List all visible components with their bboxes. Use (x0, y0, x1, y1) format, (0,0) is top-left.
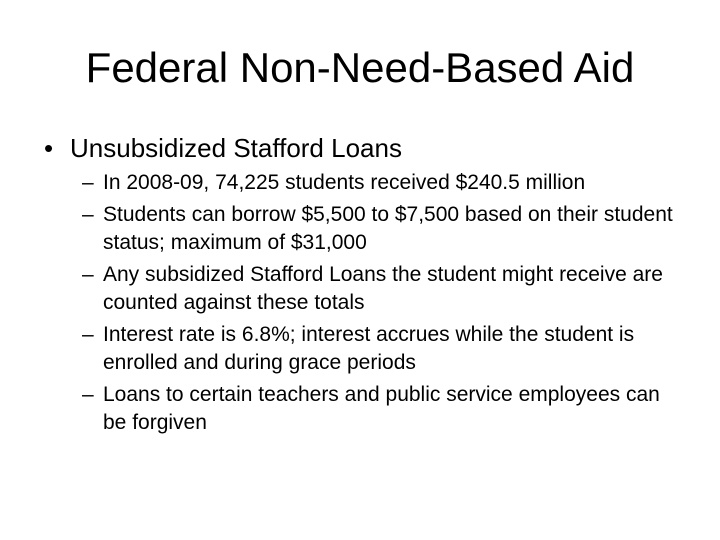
sub-point-list (82, 169, 682, 437)
sub-point (82, 381, 682, 437)
dash-icon: – (82, 263, 94, 286)
main-bullet-point (44, 131, 684, 165)
dash-icon: – (82, 171, 94, 194)
sub-point-text: Interest rate is 6.8%; interest accrues while the student is enrolled and during grace periods (103, 323, 635, 374)
sub-point-text: Any subsidized Stafford Loans the student might receive are counted against these totals (103, 263, 663, 314)
sub-point (82, 169, 682, 197)
slide-title: Federal Non-Need-Based Aid (85, 44, 635, 91)
dash-icon: – (82, 323, 94, 346)
bullet-icon: • (44, 133, 54, 163)
sub-point-text: Students can borrow $5,500 to $7,500 based on their student status; maximum of $31,000 (103, 203, 673, 254)
sub-point (82, 321, 682, 377)
sub-point (82, 201, 682, 257)
slide-body (44, 131, 684, 441)
sub-point-text: Loans to certain teachers and public service employees can be forgiven (103, 383, 660, 434)
dash-icon: – (82, 203, 94, 226)
main-point-text: Unsubsidized Stafford Loans (70, 133, 402, 163)
sub-point (82, 261, 682, 317)
dash-icon: – (82, 383, 94, 406)
sub-point-text: In 2008-09, 74,225 students received $240.5 million (103, 171, 586, 194)
